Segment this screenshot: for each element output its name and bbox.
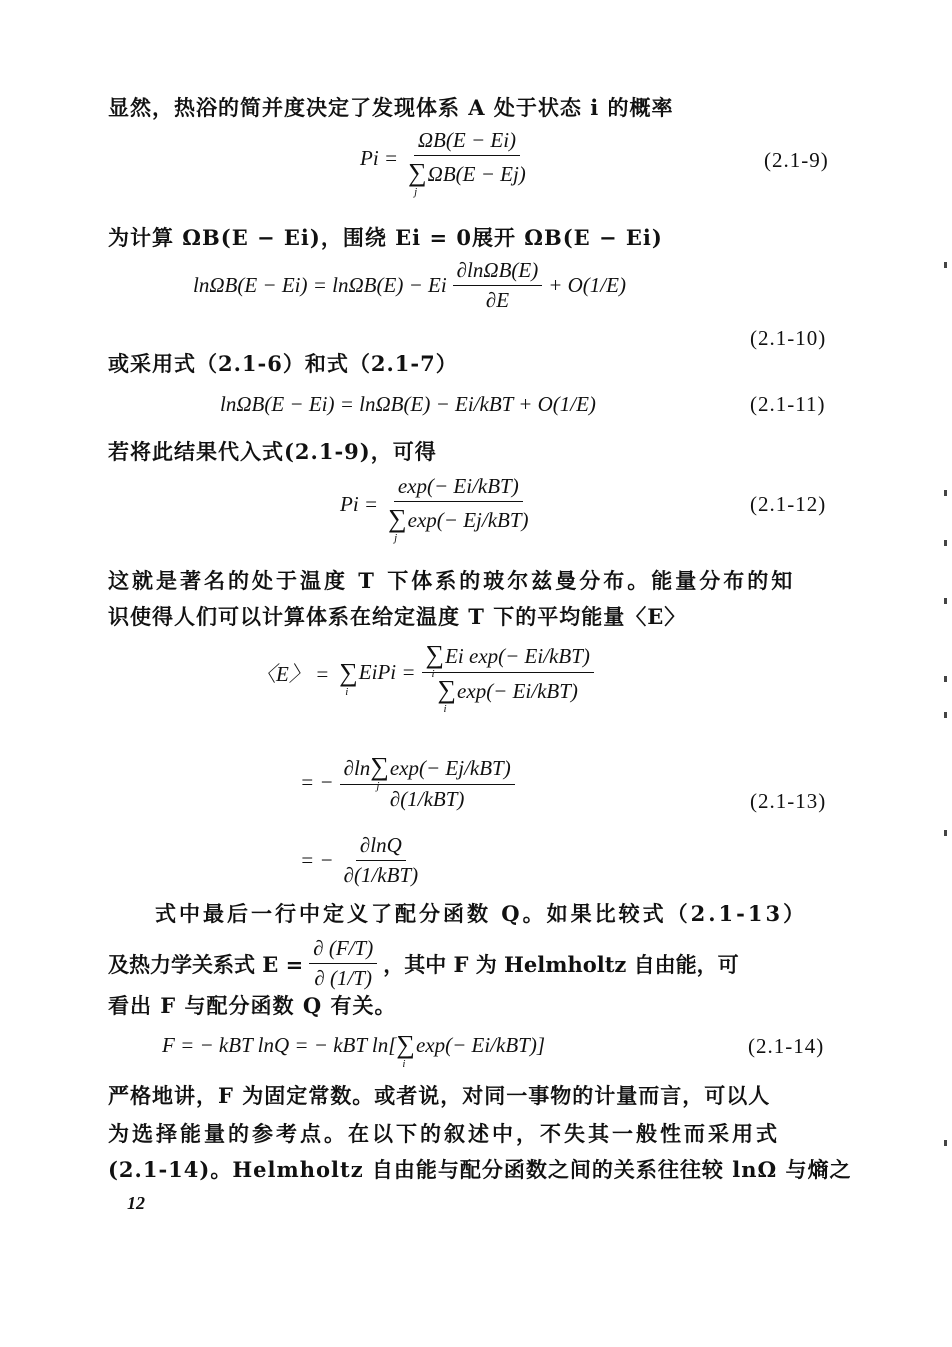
equation-2-1-9 (360, 128, 536, 198)
eq-number-2-1-10: (2.1-10) (750, 326, 827, 350)
scan-mark (944, 540, 947, 546)
eq-number-2-1-9: (2.1-9) (764, 148, 829, 172)
eq11-body: lnΩB(E − Ei) = lnΩB(E) − Ei/kBT + O(1/E) (220, 392, 596, 416)
eq-number-2-1-12: (2.1-12) (750, 492, 827, 516)
paragraph-conclusion-1: 严格地讲，F 为固定常数。或者说，对同一事物的计量而言，可以人 (108, 1083, 771, 1108)
eq13-denominator-1: exp(− Ei/kBT) (457, 679, 578, 703)
scan-mark (944, 676, 947, 682)
paragraph-substitute: 若将此结果代入式(2.1-9)，可得 (108, 439, 437, 464)
equation-2-1-13-line1 (255, 640, 600, 715)
sum-symbol: ∑ j (388, 504, 407, 544)
sum-symbol: ∑ j (408, 158, 427, 198)
eq10-tail: + O(1/E) (548, 273, 626, 297)
scan-mark (944, 262, 947, 268)
paragraph-conclusion-3: (2.1-14)。Helmholtz 自由能与配分函数之间的关系往往较 lnΩ 与熵之 (108, 1157, 852, 1182)
equation-2-1-13-line2 (300, 752, 521, 812)
eq12-fraction (384, 474, 532, 544)
paragraph-alternative: 或采用式（2.1-6）和式（2.1-7） (108, 351, 458, 376)
scan-mark (944, 598, 947, 604)
eq13-denominator-3: ∂(1/kBT) (343, 863, 419, 887)
equation-2-1-14 (162, 1030, 546, 1070)
eq13-numerator-2: exp(− Ej/kBT) (389, 756, 511, 780)
eq13-eq2: = − (300, 769, 334, 794)
eq13-numerator-1: Ei exp(− Ei/kBT) (445, 644, 590, 668)
paragraph-boltzmann-2: 识使得人们可以计算体系在给定温度 T 下的平均能量〈E〉 (108, 604, 687, 629)
sum-symbol: ∑ i (425, 640, 445, 680)
p6b-post: ，其中 F 为 Helmholtz 自由能，可 (383, 951, 739, 977)
sum-index: i (345, 685, 349, 698)
scan-mark (944, 490, 947, 496)
eq10-numerator: ∂lnΩB(E) (453, 258, 543, 286)
inline-fraction (309, 936, 377, 991)
p6b-pre: 及热力学关系式 E = (108, 951, 304, 977)
eq13-num2-pre: ∂ln (343, 756, 371, 780)
equation-2-1-11 (220, 392, 596, 417)
paragraph-boltzmann-1: 这就是著名的处于温度 T 下体系的玻尔兹曼分布。能量分布的知 (108, 568, 796, 593)
sum-index: j (394, 532, 398, 544)
sum-index: i (431, 668, 435, 680)
paragraph-intro: 显然，热浴的简并度决定了发现体系 A 处于状态 i 的概率 (108, 95, 674, 120)
sum-symbol: ∑ i (396, 1030, 415, 1070)
paragraph-partition-2 (108, 936, 739, 991)
equation-2-1-12 (340, 474, 539, 544)
page-number: 12 (127, 1193, 145, 1213)
scan-mark (944, 1140, 947, 1146)
sum-symbol: ∑ i (339, 657, 358, 698)
equation-2-1-10 (193, 258, 626, 313)
paragraph-expand: 为计算 ΩB(E − Ei)，围绕 Ei = 0展开 ΩB(E − Ei) (108, 225, 663, 250)
paragraph-partition-3: 看出 F 与配分函数 Q 有关。 (108, 993, 397, 1018)
sum-index: i (443, 703, 447, 715)
equation-2-1-13-line3 (300, 833, 428, 888)
scan-mark (944, 830, 947, 836)
paragraph-conclusion-2: 为选择能量的参考点。在以下的叙述中，不失其一般性而采用式 (108, 1121, 780, 1146)
eq14-mid: exp(− Ei/kBT) (415, 1032, 537, 1057)
inline-denominator: ∂ (1/T) (314, 966, 373, 990)
sum-index: j (376, 780, 380, 792)
eq9-fraction (404, 128, 530, 198)
eq13-denominator-2: ∂(1/kBT) (389, 787, 465, 811)
eq13-fraction-1 (422, 640, 594, 715)
eq14-lhs: F = − kBT lnQ = − kBT ln[ (162, 1032, 397, 1057)
sum-index: i (402, 1058, 406, 1070)
eq14-close: ] (536, 1032, 546, 1057)
eq10-denominator: ∂E (485, 288, 510, 312)
eq13-mid: EiPi = (358, 660, 416, 684)
eq9-lhs: Pi = (360, 145, 399, 170)
eq-number-2-1-14: (2.1-14) (748, 1034, 825, 1058)
eq12-denominator: exp(− Ej/kBT) (407, 508, 529, 532)
sum-symbol: ∑ j (370, 752, 389, 792)
eq12-numerator: exp(− Ei/kBT) (394, 474, 523, 502)
eq10-fraction (453, 258, 543, 313)
eq13-lhs: 〈E〉 = (255, 661, 330, 686)
paragraph-partition-1: 式中最后一行中定义了配分函数 Q。如果比较式（2.1-13） (155, 901, 808, 926)
scan-mark (944, 712, 947, 718)
eq9-denominator: ΩB(E − Ej) (427, 162, 526, 186)
eq13-fraction-2 (340, 752, 515, 812)
sum-index: j (414, 186, 418, 198)
eq10-lhs: lnΩB(E − Ei) = lnΩB(E) − Ei (193, 273, 447, 297)
sum-symbol: ∑ i (437, 675, 457, 715)
eq13-fraction-3 (340, 833, 423, 888)
eq13-numerator-3: ∂lnQ (356, 833, 406, 861)
eq-number-2-1-11: (2.1-11) (750, 392, 826, 416)
eq-number-2-1-13: (2.1-13) (750, 789, 827, 813)
inline-numerator: ∂ (F/T) (309, 936, 377, 964)
eq9-numerator: ΩB(E − Ei) (414, 128, 520, 156)
eq13-eq3: = − (300, 848, 334, 872)
eq12-lhs: Pi = (340, 491, 379, 516)
